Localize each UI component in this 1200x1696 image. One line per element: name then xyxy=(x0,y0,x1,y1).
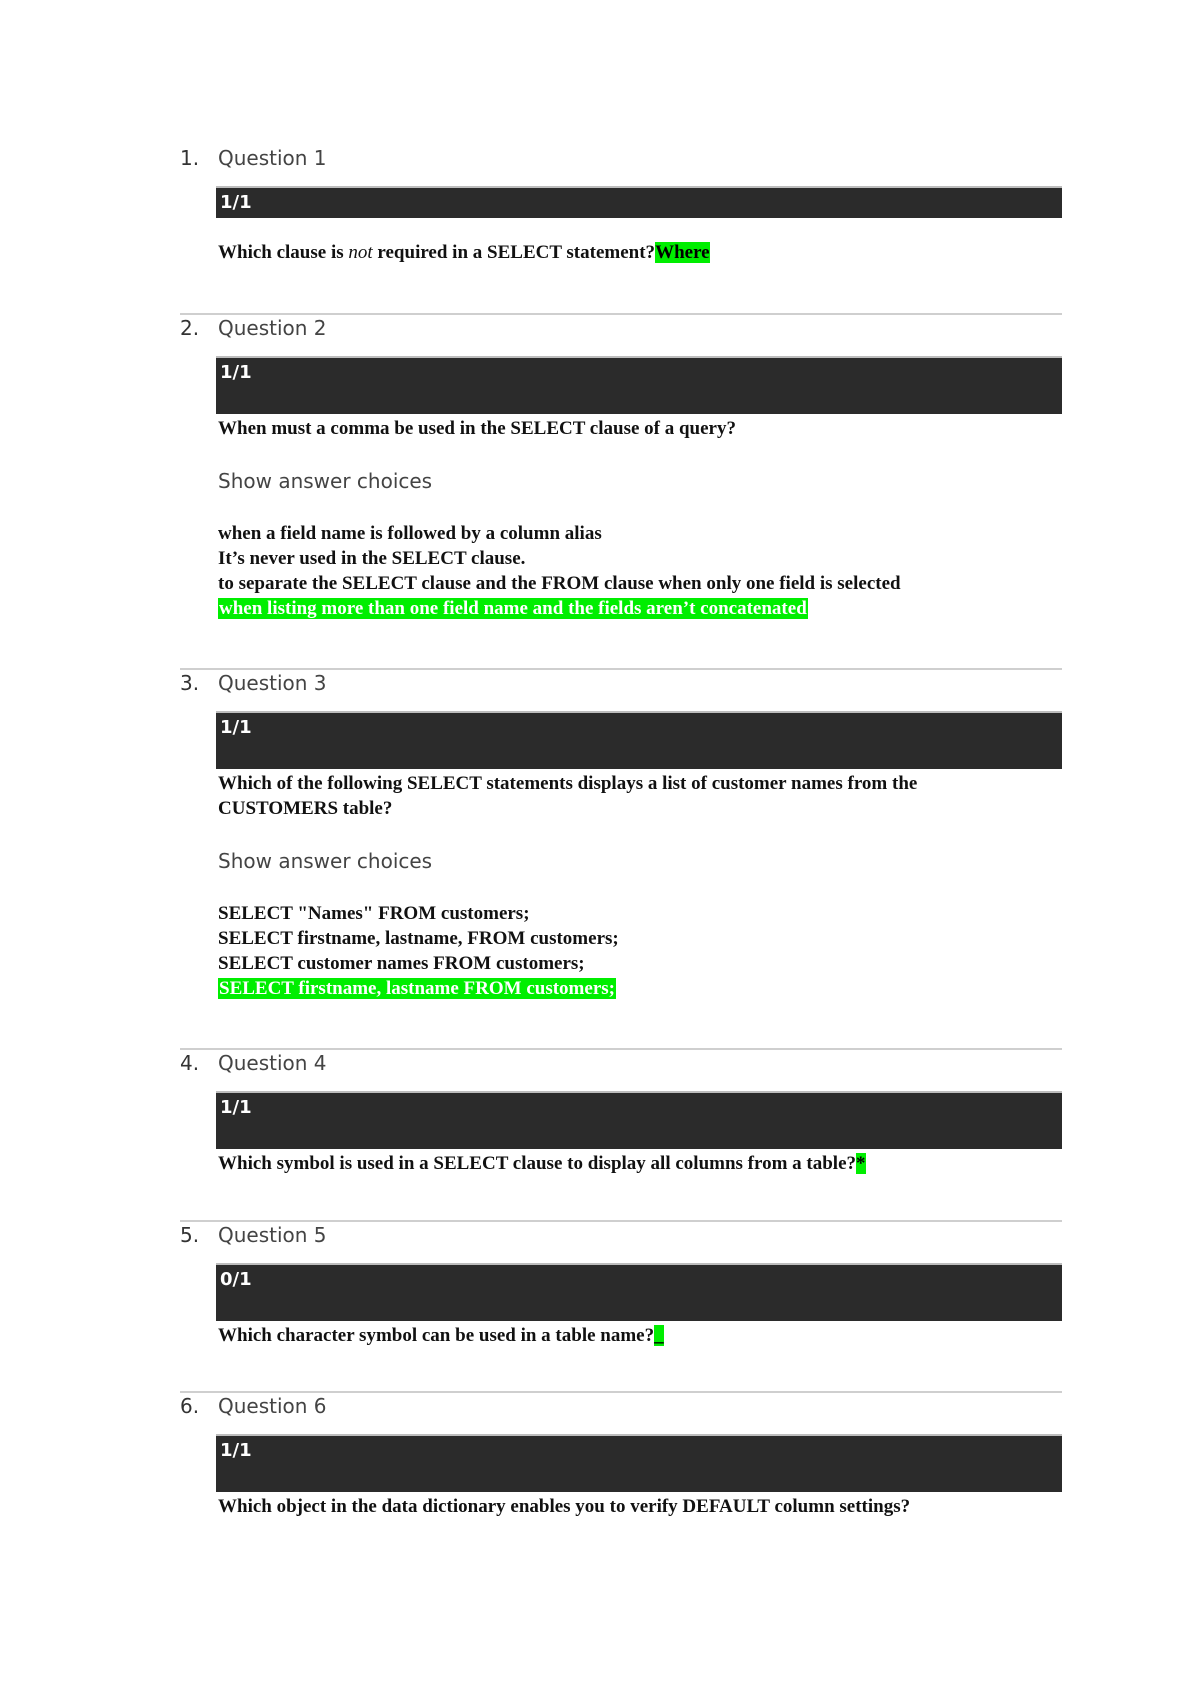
answer-highlight: Where xyxy=(655,242,710,263)
answer-highlight: _ xyxy=(654,1325,664,1346)
question-4 xyxy=(180,1051,1062,1176)
question-text: When must a comma be used in the SELECT clause of a query? xyxy=(218,418,736,439)
question-title: Question 1 xyxy=(218,146,327,170)
question-5 xyxy=(180,1223,1062,1348)
question-title: Question 3 xyxy=(218,671,327,695)
question-6 xyxy=(180,1394,1062,1519)
question-3 xyxy=(180,671,1062,1001)
answer-choices xyxy=(218,521,1062,621)
score-bar xyxy=(216,1434,1062,1492)
question-number: 2. xyxy=(180,316,200,340)
score: 1/1 xyxy=(220,192,252,213)
divider xyxy=(180,1220,1062,1222)
question-number: 4. xyxy=(180,1051,200,1075)
question-number: 6. xyxy=(180,1394,200,1418)
question-number: 5. xyxy=(180,1223,200,1247)
divider xyxy=(180,1391,1062,1393)
question-text: Which symbol is used in a SELECT clause to display all columns from a table?* xyxy=(218,1153,866,1174)
answer-choice: It’s never used in the SELECT clause. xyxy=(218,548,526,569)
divider xyxy=(180,313,1062,315)
question-title: Question 6 xyxy=(218,1394,327,1418)
answer-highlight: * xyxy=(856,1153,866,1174)
answer-choice-correct: SELECT firstname, lastname FROM customers; xyxy=(219,978,615,999)
answer-choice: when a field name is followed by a column alias xyxy=(218,523,602,544)
answer-choice: to separate the SELECT clause and the FROM clause when only one field is selected xyxy=(218,573,901,594)
question-number: 1. xyxy=(180,146,200,170)
answer-choices xyxy=(218,901,1062,1001)
score-bar xyxy=(216,356,1062,414)
score: 1/1 xyxy=(220,1097,252,1118)
show-answer-choices[interactable]: Show answer choices xyxy=(218,469,433,493)
answer-choice: SELECT firstname, lastname, FROM customers; xyxy=(218,928,619,949)
score-bar xyxy=(216,1263,1062,1321)
question-title: Question 2 xyxy=(218,316,327,340)
question-text: Which character symbol can be used in a table name?_ xyxy=(218,1325,664,1346)
question-text: Which clause is not required in a SELECT statement?Where xyxy=(218,242,710,263)
score: 1/1 xyxy=(220,1440,252,1461)
question-1 xyxy=(180,146,1062,265)
question-title: Question 5 xyxy=(218,1223,327,1247)
question-title: Question 4 xyxy=(218,1051,327,1075)
answer-choice-correct: when listing more than one field name and the fields aren’t concatenated xyxy=(219,598,807,619)
divider xyxy=(180,1048,1062,1050)
question-text: Which of the following SELECT statements displays a list of customer names from the CUSTOMERS table? xyxy=(218,773,918,819)
score-bar xyxy=(216,1091,1062,1149)
show-answer-choices[interactable]: Show answer choices xyxy=(218,849,433,873)
score-bar xyxy=(216,711,1062,769)
question-number: 3. xyxy=(180,671,200,695)
answer-choice: SELECT "Names" FROM customers; xyxy=(218,903,530,924)
question-text: Which object in the data dictionary enables you to verify DEFAULT column settings? xyxy=(218,1496,911,1517)
answer-choice: SELECT customer names FROM customers; xyxy=(218,953,585,974)
score: 0/1 xyxy=(220,1269,252,1290)
score-bar xyxy=(216,186,1062,218)
score: 1/1 xyxy=(220,362,252,383)
score: 1/1 xyxy=(220,717,252,738)
divider xyxy=(180,668,1062,670)
question-2 xyxy=(180,316,1062,621)
